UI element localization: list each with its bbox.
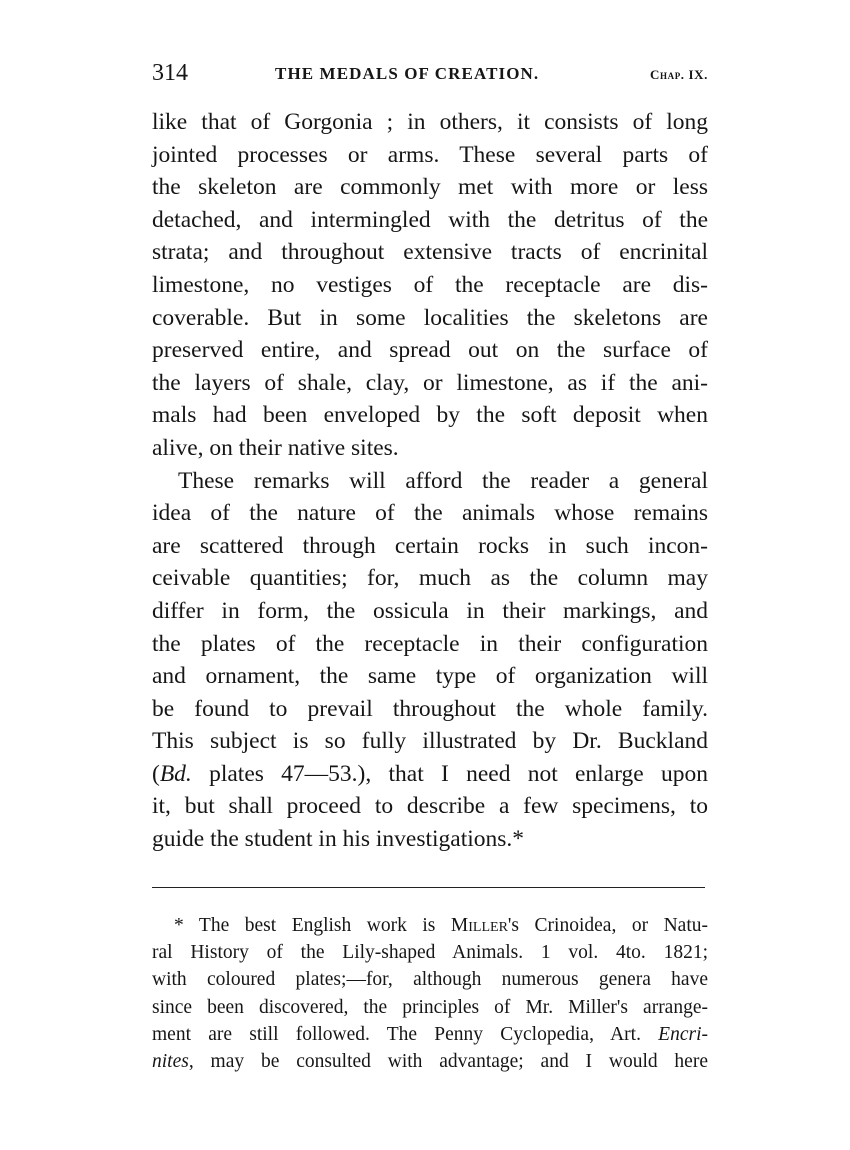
text-line: are scattered through certain rocks in such incon- xyxy=(152,532,708,559)
body-text xyxy=(152,106,708,856)
text-line-with-citation xyxy=(152,758,708,791)
text-line: idea of the nature of the animals whose remains xyxy=(152,500,708,527)
text-line: the layers of shale, clay, or limestone, as if the ani- xyxy=(152,369,708,396)
footnote-text: ment are still followed. The Penny Cyclopedia, Art. xyxy=(152,1023,659,1045)
footnote-line xyxy=(152,1048,708,1075)
running-header xyxy=(152,60,708,94)
text-line: This subject is so fully illustrated by Dr. Buckland xyxy=(152,728,708,755)
paragraph-end-line: guide the student in his investigations.* xyxy=(152,826,525,853)
text-line: and ornament, the same type of organization will xyxy=(152,663,708,690)
footnote xyxy=(152,912,708,1075)
text-line: it, but shall proceed to describe a few specimens, to xyxy=(152,793,708,820)
text-line: ceivable quantities; for, much as the column may xyxy=(152,565,708,592)
footnote-text: The best English work is xyxy=(198,915,451,936)
text-line: differ in form, the ossicula in their markings, and xyxy=(152,597,708,624)
paragraph-end-line: alive, on their native sites. xyxy=(152,434,399,461)
footnote-line xyxy=(152,1021,708,1048)
open-paren: ( xyxy=(152,760,160,787)
article-title: nites xyxy=(152,1050,189,1072)
footnote-marker: * xyxy=(174,915,199,936)
text-line: preserved entire, and spread out on the surface of xyxy=(152,337,708,364)
footnote-line: with coloured plates;—for, although numerous genera have xyxy=(152,969,708,991)
text-line: limestone, no vestiges of the receptacle are dis- xyxy=(152,271,708,298)
chapter-label xyxy=(650,64,708,84)
text-line: coverable. But in some localities the skeletons are xyxy=(152,304,708,331)
footnote-text: , may be consulted with advantage; and I would here xyxy=(188,1050,708,1072)
citation-rest: plates 47—53.), that I need not enlarge upon xyxy=(191,760,708,787)
text-line: the plates of the receptacle in their configuration xyxy=(152,630,708,657)
citation-abbrev: Bd. xyxy=(159,760,192,787)
text-line: the skeleton are commonly met with more or less xyxy=(152,174,708,201)
footnote-line xyxy=(152,912,708,939)
author-name: Miller xyxy=(450,915,508,936)
running-title: THE MEDALS OF CREATION. xyxy=(275,64,540,83)
article-title: Encri- xyxy=(658,1023,708,1045)
paragraph-start-line: These remarks will afford the reader a general xyxy=(178,467,708,494)
text-line: strata; and throughout extensive tracts of encrinital xyxy=(152,239,708,266)
footnote-line: since been discovered, the principles of Mr. Miller's arrange- xyxy=(152,996,708,1018)
text-line: detached, and intermingled with the detritus of the xyxy=(152,206,708,233)
text-line: jointed processes or arms. These several parts of xyxy=(152,141,708,168)
page-number: 314 xyxy=(152,60,188,86)
footnote-divider xyxy=(152,887,705,888)
chapter-text: Chap. IX. xyxy=(650,67,708,82)
footnote-line: ral History of the Lily-shaped Animals. 1 vol. 4to. 1821; xyxy=(152,942,708,964)
text-line: like that of Gorgonia ; in others, it consists of long xyxy=(152,109,708,135)
text-line: be found to prevail throughout the whole family. xyxy=(152,695,708,722)
footnote-text: 's Crinoidea, or Natu- xyxy=(507,915,708,936)
text-line: mals had been enveloped by the soft deposit when xyxy=(152,402,708,429)
